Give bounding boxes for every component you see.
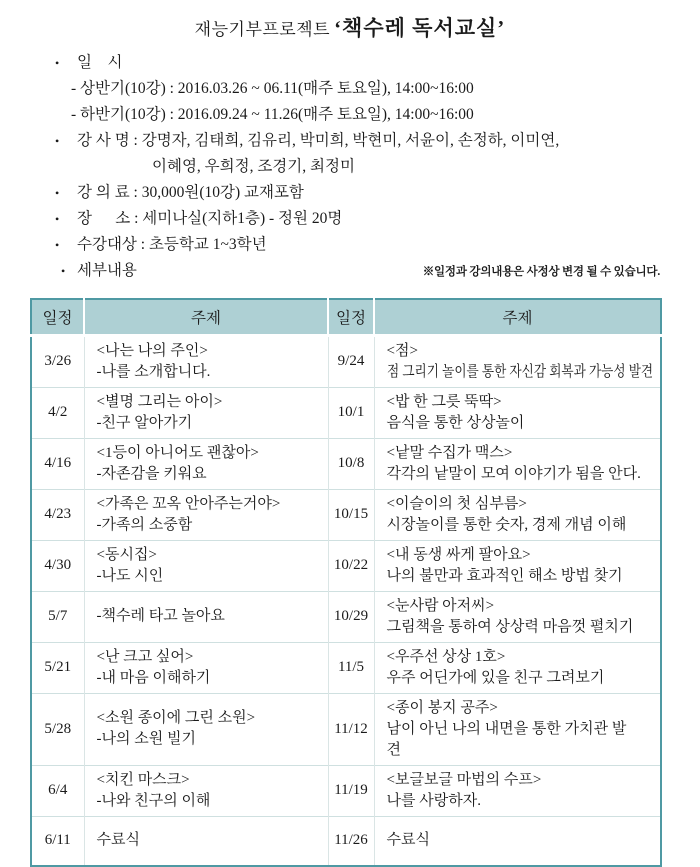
table-row	[31, 489, 661, 540]
topic-line: 각각의 낱말이 모여 이야기가 됨을 안다.	[386, 465, 641, 482]
topic-line: <가족은 꼬옥 안아주는거야>	[96, 495, 281, 512]
topic-line: 우주 어딘가에 있을 친구 그려보기	[386, 669, 605, 686]
topic-cell-first-half	[84, 765, 328, 816]
schedule-date-cell-first-half: 4/30	[31, 540, 84, 591]
topic-line: -나의 소원 빌기	[96, 731, 196, 747]
bullet-icon: •	[55, 238, 60, 252]
table-row	[31, 438, 661, 489]
schedule-date-cell-first-half: 6/11	[31, 816, 84, 866]
topic-cell-second-half	[374, 540, 661, 591]
topic-line: <눈사람 아저씨>	[386, 597, 495, 614]
detail-text: 세부내용	[77, 262, 137, 279]
topic-line: -가족의 소중함	[96, 516, 193, 533]
topic-line: <우주선 상상 1호>	[386, 648, 506, 665]
schedule-table	[30, 298, 662, 867]
topic-cell-first-half	[84, 693, 328, 765]
topic-cell-second-half	[374, 642, 661, 693]
table-row	[31, 387, 661, 438]
title-main: ‘책수레 독서교실’	[334, 16, 506, 40]
topic-cell-first-half	[84, 540, 328, 591]
schedule-date-cell-first-half: 4/23	[31, 489, 84, 540]
schedule-date-cell-first-half: 5/28	[31, 693, 84, 765]
schedule-date-cell-second-half: 11/5	[328, 642, 374, 693]
table-row	[31, 765, 661, 816]
topic-line: <이슬이의 첫 심부름>	[386, 495, 527, 512]
topic-line: 시장놀이를 통한 숫자, 경제 개념 이해	[386, 516, 627, 533]
topic-cell-second-half	[374, 816, 661, 866]
schedule-date-cell-second-half: 10/15	[328, 489, 374, 540]
page-title	[0, 0, 700, 42]
table-row	[31, 693, 661, 765]
topic-line: -내 마음 이해하기	[96, 669, 211, 686]
topic-line: <나는 나의 주인>	[96, 342, 208, 359]
detail-item-instructors	[55, 128, 660, 154]
bullet-icon: •	[61, 264, 66, 278]
topic-line: 나를 사랑하자.	[386, 792, 481, 809]
schedule-date-cell-second-half: 10/22	[328, 540, 374, 591]
schedule-date-cell-first-half: 4/16	[31, 438, 84, 489]
detail-item-datetime	[55, 50, 660, 76]
schedule-date-cell-first-half: 4/2	[31, 387, 84, 438]
topic-cell-first-half	[84, 387, 328, 438]
detail-text: 장 소 : 세미나실(지하1층) - 정원 20명	[77, 210, 343, 227]
topic-line: <동시집>	[96, 546, 157, 563]
detail-text: 강 사 명 : 강명자, 김태희, 김유리, 박미희, 박현미, 서윤이, 손정하, 이미연,	[77, 132, 560, 149]
bullet-icon: •	[55, 186, 60, 200]
column-header-schedule-1: 일정	[31, 299, 84, 335]
topic-line: -나와 친구의 이해	[96, 792, 211, 809]
column-header-topic-1: 주제	[84, 299, 328, 335]
topic-line: <별명 그리는 아이>	[96, 393, 223, 410]
topic-cell-second-half	[374, 438, 661, 489]
schedule-date-cell-second-half: 10/1	[328, 387, 374, 438]
topic-line: -책수레 타고 놀아요	[96, 608, 225, 624]
topic-line: 그림책을 통하여 상상력 마음껏 펼치기	[386, 618, 634, 635]
topic-line: <종이 봉지 공주>	[386, 699, 498, 716]
column-header-schedule-2: 일정	[328, 299, 374, 335]
bullet-icon: •	[55, 56, 60, 70]
topic-line: 음식을 통한 상상놀이	[386, 414, 525, 431]
topic-line: 점 그리기 놀이를 통한 자신감 회복과 가능성 발견	[386, 363, 653, 380]
detail-item-location	[55, 206, 660, 232]
topic-line: <낱말 수집가 맥스>	[386, 444, 513, 461]
schedule-date-cell-first-half: 3/26	[31, 335, 84, 387]
detail-item-first-half	[55, 76, 660, 102]
bullet-icon: •	[55, 212, 60, 226]
schedule-change-notice: ※일정과 강의내용은 사정상 변경 될 수 있습니다.	[422, 266, 660, 278]
schedule-table-body	[31, 335, 661, 866]
topic-line: <내 동생 싸게 팔아요>	[386, 546, 531, 563]
topic-line: <난 크고 싶어>	[96, 648, 194, 665]
detail-text: 강 의 료 : 30,000원(10강) 교재포함	[77, 184, 304, 201]
topic-line: 수료식	[96, 832, 140, 849]
topic-line: 견	[386, 741, 401, 758]
program-details	[0, 42, 700, 285]
topic-cell-second-half	[374, 335, 661, 387]
detail-item-target	[55, 232, 660, 258]
topic-cell-first-half	[84, 438, 328, 489]
schedule-date-cell-first-half: 6/4	[31, 765, 84, 816]
schedule-date-cell-second-half: 9/24	[328, 335, 374, 387]
topic-cell-second-half	[374, 693, 661, 765]
topic-line: -자존감을 키워요	[96, 465, 207, 482]
schedule-date-cell-second-half: 11/26	[328, 816, 374, 866]
schedule-date-cell-first-half: 5/7	[31, 591, 84, 642]
topic-cell-second-half	[374, 489, 661, 540]
detail-item-curriculum	[55, 258, 660, 285]
header-row	[31, 299, 661, 335]
topic-line: 남이 아닌 나의 내면을 통한 가치관 발	[386, 720, 627, 737]
detail-text: - 상반기(10강) : 2016.03.26 ~ 06.11(매주 토요일), 14:00~16:00	[71, 80, 474, 97]
topic-cell-first-half	[84, 335, 328, 387]
detail-text: - 하반기(10강) : 2016.09.24 ~ 11.26(매주 토요일), 14:00~16:00	[71, 106, 474, 123]
topic-cell-second-half	[374, 591, 661, 642]
topic-cell-first-half	[84, 642, 328, 693]
detail-text: 수강대상 : 초등학교 1~3학년	[77, 236, 267, 253]
topic-cell-second-half	[374, 765, 661, 816]
table-row	[31, 642, 661, 693]
topic-line: -나도 시인	[96, 567, 164, 584]
schedule-date-cell-second-half: 11/12	[328, 693, 374, 765]
topic-line: <1등이 아니어도 괜찮아>	[96, 444, 259, 461]
schedule-date-cell-second-half: 10/29	[328, 591, 374, 642]
topic-line: -나를 소개합니다.	[96, 363, 211, 380]
topic-line: <보글보글 마법의 수프>	[386, 771, 542, 788]
schedule-table-header	[31, 299, 661, 335]
topic-line: <점>	[386, 342, 418, 359]
topic-cell-first-half	[84, 591, 328, 642]
schedule-date-cell-second-half: 10/8	[328, 438, 374, 489]
bullet-icon: •	[55, 134, 60, 148]
topic-line: -친구 알아가기	[96, 414, 193, 431]
schedule-date-cell-first-half: 5/21	[31, 642, 84, 693]
topic-line: <치킨 마스크>	[96, 771, 190, 788]
detail-text: 이혜영, 우희정, 조경기, 최정미	[152, 158, 355, 175]
table-row	[31, 335, 661, 387]
topic-line: 수료식	[386, 832, 430, 849]
table-row	[31, 591, 661, 642]
detail-item-instructors-cont	[55, 154, 660, 180]
table-row	[31, 816, 661, 866]
topic-cell-first-half	[84, 489, 328, 540]
detail-item-second-half	[55, 102, 660, 128]
topic-line: <소원 종이에 그린 소원>	[96, 710, 256, 726]
topic-cell-second-half	[374, 387, 661, 438]
detail-item-fee	[55, 180, 660, 206]
topic-cell-first-half	[84, 816, 328, 866]
topic-line: 나의 불만과 효과적인 해소 방법 찾기	[386, 567, 623, 584]
topic-line: <밥 한 그릇 뚝딱>	[386, 393, 502, 410]
title-prefix: 재능기부프로젝트	[194, 20, 331, 39]
schedule-date-cell-second-half: 11/19	[328, 765, 374, 816]
detail-text: 일 시	[77, 54, 123, 71]
column-header-topic-2: 주제	[374, 299, 661, 335]
table-row	[31, 540, 661, 591]
